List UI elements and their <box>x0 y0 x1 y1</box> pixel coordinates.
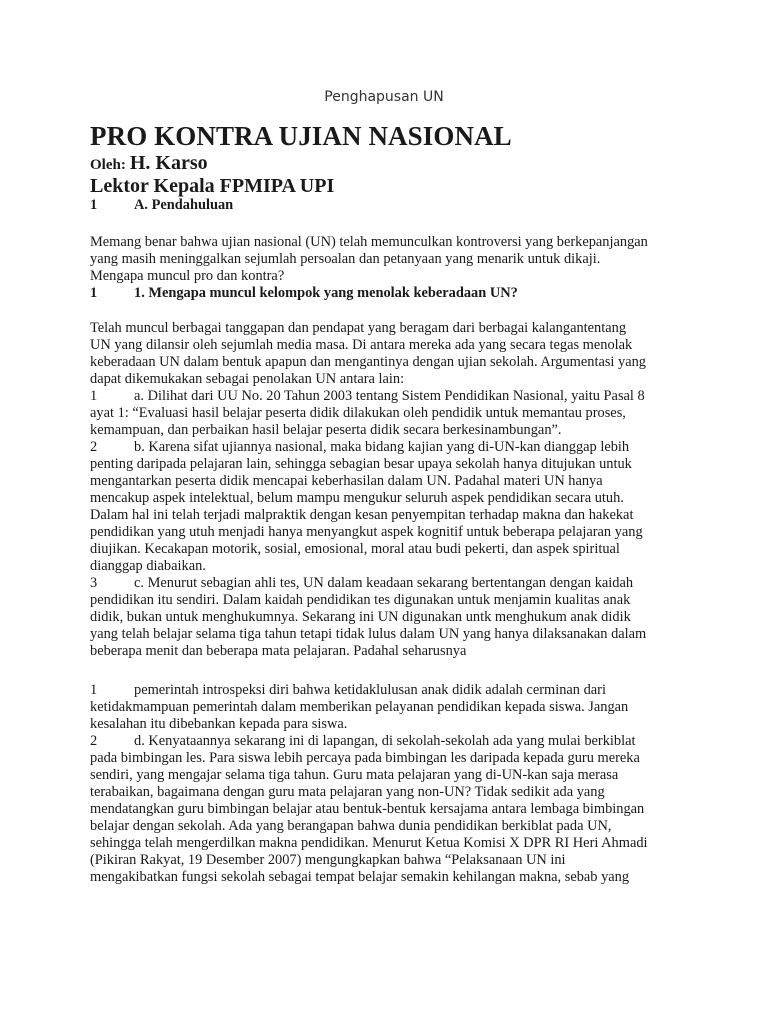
text-line: keberadaan UN dalam bentuk apapun dan mengantinya dengan ujian sekolah. Argumentasi yang <box>90 354 646 370</box>
text-line: Telah muncul berbagai tanggapan dan pendapat yang beragam dari berbagai kalangantentang <box>90 320 627 336</box>
list-number: 2 <box>90 733 98 749</box>
list-item-b <box>90 439 678 575</box>
text-line: ketidakmampuan pemerintah dalam memberikan pelayanan pendidikan kepada siswa. Jangan <box>90 699 629 715</box>
section-number: 1 <box>90 285 98 301</box>
list-text: pemerintah introspeksi diri bahwa ketidaklulusan anak didik adalah cerminan dari <box>134 682 606 698</box>
text-line: sendiri, yang mengajar selama tiga tahun. Guru mata pelajaran yang di-UN-kan saja merasa <box>90 767 619 783</box>
text-line: terabaikan, bagaimana dengan guru mata pelajaran yang non-UN? Tidak sedikit ada yang <box>90 784 605 800</box>
list-text: d. Kenyataannya sekarang ini di lapangan, di sekolah-sekolah ada yang mulai berkiblat <box>134 733 636 749</box>
list-item-first-line <box>90 439 678 456</box>
text-line: didik, bukan untuk menghukumnya. Sekarang ini UN digunakan untk menghukum anak didik <box>90 609 631 625</box>
text-line: dapat dikemukakan sebagai penolakan UN antara lain: <box>90 371 405 387</box>
list-number: 1 <box>90 388 98 404</box>
text-line: kemampuan, dan perbaikan hasil belajar peserta didik secara berkesinambungan”. <box>90 422 562 438</box>
list-number: 2 <box>90 439 98 455</box>
list-number: 3 <box>90 575 98 591</box>
author-line <box>90 152 208 175</box>
intro-paragraph <box>90 234 678 285</box>
author-label: Oleh: <box>90 157 126 173</box>
text-line: pada bimbingan les. Para siswa lebih percaya pada bimbingan les daripada kepada guru mereka <box>90 750 640 766</box>
section-title: 1. Mengapa muncul kelompok yang menolak keberadaan UN? <box>134 285 518 301</box>
list-item-first-line <box>90 682 678 699</box>
list-number: 1 <box>90 682 98 698</box>
section-heading-menolak <box>90 285 678 302</box>
text-line: yang telah belajar selama tiga tahun tetapi tidak lulus dalam UN yang hanya dilaksanakan dalam <box>90 626 647 642</box>
author-name: H. Karso <box>129 152 208 174</box>
list-text: c. Menurut sebagian ahli tes, UN dalam keadaan sekarang bertentangan dengan kaidah <box>134 575 634 591</box>
text-line: pendidikan itu sendiri. Dalam kaidah pendidikan tes digunakan untuk menjamin kualitas anak <box>90 592 631 608</box>
list-item-first-line <box>90 388 678 405</box>
list-item-pemerintah <box>90 682 678 733</box>
text-line: (Pikiran Rakyat, 19 Desember 2007) mengungkapkan bahwa “Pelaksanaan UN ini <box>90 852 566 868</box>
text-line: mengakibatkan fungsi sekolah sebagai tempat belajar semakin kehilangan makna, sebab yang <box>90 869 630 885</box>
text-line: mencakup aspek intelektual, belum mampu mengukur seluruh aspek pendidikan secara utuh. <box>90 490 624 506</box>
section-heading-pendahuluan <box>90 197 678 214</box>
text-line: diujikan. Kecakapan motorik, sosial, emosional, moral atau budi pekerti, dan aspek spiritual <box>90 541 620 557</box>
text-line: Mengapa muncul pro dan kontra? <box>90 268 285 284</box>
text-line: UN yang dilansir oleh sejumlah media masa. Di antara mereka ada yang secara tegas menolak <box>90 337 633 353</box>
text-line: Dalam hal ini telah terjadi malpraktik dengan kesan penyempitan terhadap makna dan hakekat <box>90 507 634 523</box>
list-text: a. Dilihat dari UU No. 20 Tahun 2003 tentang Sistem Pendidikan Nasional, yaitu Pasal 8 <box>134 388 645 404</box>
text-line: dianggap diabaikan. <box>90 558 206 574</box>
text-line: mendatangkan guru bimbingan belajar atau bentuk-bentuk kersajama antara lembaga bimbingan <box>90 801 645 817</box>
list-item-first-line <box>90 575 678 592</box>
text-line: Memang benar bahwa ujian nasional (UN) telah memunculkan kontroversi yang berkepanjangan <box>90 234 648 250</box>
argument-intro-paragraph <box>90 320 678 388</box>
text-line: ayat 1: “Evaluasi hasil belajar peserta didik dilakukan oleh pendidik untuk memantau proses, <box>90 405 626 421</box>
text-line: pendidikan yang utuh menjadi hanya menyangkut aspek kognitif untuk beberapa pelajaran yang <box>90 524 643 540</box>
section-title: A. Pendahuluan <box>134 197 234 213</box>
text-line: belajar dengan sekolah. Ada yang berangapan bahwa dunia pendidikan berkiblat pada UN, <box>90 818 612 834</box>
text-line: kesalahan itu dibebankan kepada para siswa. <box>90 716 348 732</box>
text-line: yang masih meninggalkan sejumlah persoalan dan petanyaan yang menarik untuk dikaji. <box>90 251 601 267</box>
list-item-a <box>90 388 678 439</box>
text-line: beberapa menit dan beberapa mata pelajaran. Padahal seharusnya <box>90 643 467 659</box>
author-affiliation: Lektor Kepala FPMIPA UPI <box>90 175 335 197</box>
document-title: PRO KONTRA UJIAN NASIONAL <box>90 121 512 151</box>
list-item-d <box>90 733 678 886</box>
list-text: b. Karena sifat ujiannya nasional, maka bidang kajian yang di-UN-kan dianggap lebih <box>134 439 630 455</box>
text-line: mengantarkan peserta didik mencapai keberhasilan dalam UN. Padahal materi UN hanya <box>90 473 603 489</box>
section-number: 1 <box>90 197 98 213</box>
text-line: penting daripada pelajaran lain, sehingga sebagian besar upaya sekolah hanya ditujukan untuk <box>90 456 632 472</box>
running-header: Penghapusan UN <box>324 89 444 105</box>
list-item-c <box>90 575 678 660</box>
list-item-first-line <box>90 733 678 750</box>
text-line: sehingga telah mengerdilkan makna pendidikan. Menurut Ketua Komisi X DPR RI Heri Ahmadi <box>90 835 648 851</box>
